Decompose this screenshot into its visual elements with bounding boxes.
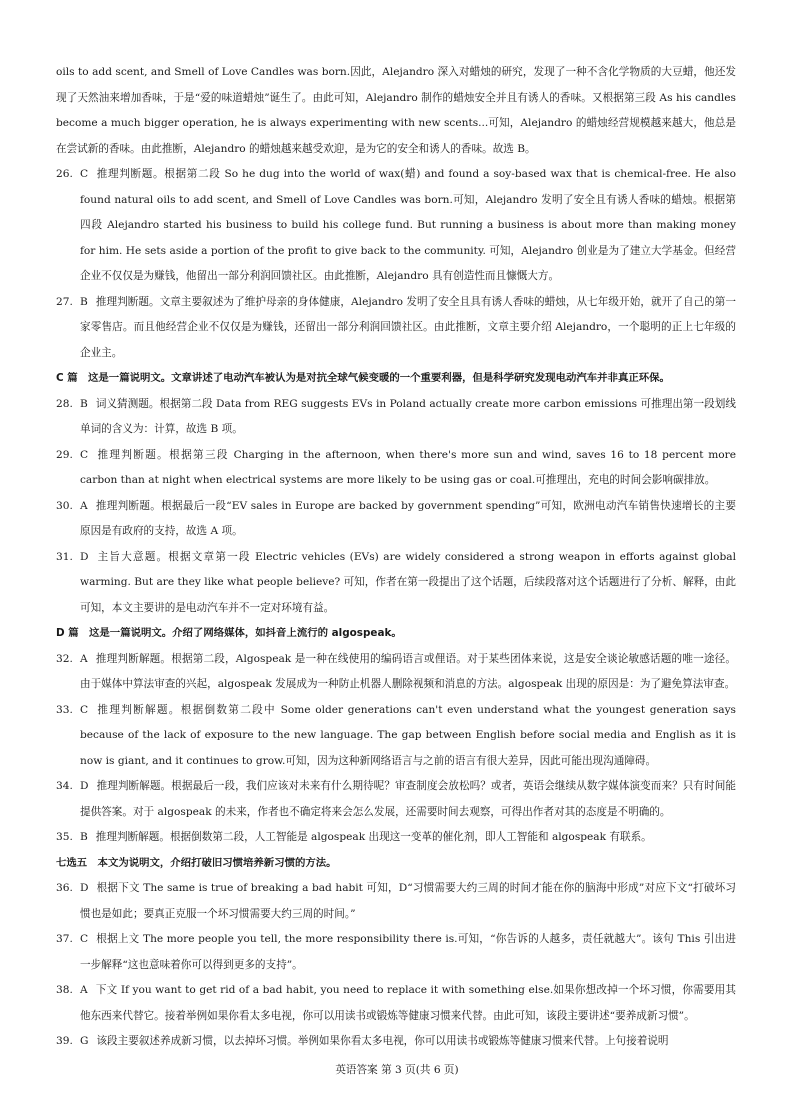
answer-body [80, 443, 736, 494]
answer-body [80, 290, 736, 367]
explanation-text: 推理判断题。根据第二段 So he dug into the world of wax(蜡) and found a soy-based wax that is chemical-free. He also found natural oils to add scent, and Smell of Love Candles was born.可知，Alejandro 发明了安全且有诱人香味的蜡烛。根据第四段 Alejandro started his business to build his college fund. But running a business is about more than making money for him. He sets aside a portion of the profit to give back to the community. 可知，Alejandro 创业是为了建立大学基金。但经营企业不仅仅是为赚钱，他留出一部分利润回馈社区。由此推断，Alejandro 具有创造性而且慷慨大方。 [80, 168, 736, 282]
answer-item [56, 290, 736, 367]
section-heading: 七选五 本文为说明文，介绍打破旧习惯培养新习惯的方法。 [56, 856, 337, 869]
explanation-text: 推理判断题。根据最后一段“EV sales in Europe are backed by government spending”可知，欧洲电动汽车销售快速增长的主要原因是有政府的支持，故选 A 项。 [80, 499, 736, 537]
answer-item [56, 825, 736, 851]
explanation-text: 推理判断题。根据第三段 Charging in the afternoon, when there's more sun and wind, saves 16 to 18 percent more carbon than at night when electrical systems are more likely to be using gas or coal.可推理出，充电的时间会影响碳排放。 [80, 448, 736, 486]
answer-letter: D [80, 780, 89, 792]
explanation-text: 推理判断题。文章主要叙述为了维护母亲的身体健康，Alejandro 发明了安全且具有诱人香味的蜡烛，从七年级开始，就开了自己的第一家零售店。而且他经营企业不仅仅是为赚钱，还留出一部分利润回馈社区。由此推断，文章主要介绍 Alejandro，一个聪明的正上七年级的企业主。 [80, 295, 736, 359]
explanation-text: 该段主要叙述养成新习惯，以去掉坏习惯。举例如果你看太多电视，你可以用读书或锻炼等健康习惯来代替。上句接着说明 [96, 1035, 669, 1047]
answer-body [80, 825, 736, 851]
section-heading: D 篇 这是一篇说明文。介绍了网络媒体，如抖音上流行的 algospeak。 [56, 627, 402, 639]
explanation-text: 推理判断解题。根据倒数第二段，人工智能是 algospeak 出现这一变革的催化剂，即人工智能和 algospeak 有联系。 [95, 831, 652, 843]
answer-body [80, 876, 736, 927]
answer-letter: A [80, 499, 88, 512]
answer-letter: C [80, 448, 89, 461]
explanation-text: 根据下文 The same is true of breaking a bad habit 可知，D“习惯需要大约三周的时间才能在你的脑海中形成”对应下文“打破坏习惯也是如此；要真正克服一个坏习惯需要大约三周的时间。” [80, 882, 736, 920]
explanation-text: 根据上文 The more people you tell, the more responsibility there is.可知，“你告诉的人越多，责任就越大”。该句 This 引出进一步解释“这也意味着你可以得到更多的支持”。 [80, 933, 736, 971]
question-number: 28. [56, 397, 73, 410]
answer-item [56, 494, 736, 545]
question-number: 27. [56, 295, 73, 308]
question-number: 34. [56, 780, 73, 792]
question-number: 35. [56, 831, 73, 843]
question-number: 29. [56, 448, 73, 461]
answer-letter: B [80, 831, 88, 843]
question-number: 37. [56, 933, 73, 945]
page-footer: 英语答案 第 3 页(共 6 页) [335, 1064, 459, 1076]
section-heading: C 篇 这是一篇说明文。文章讲述了电动汽车被认为是对抗全球气候变暖的一个重要利器，但是科学研究发现电动汽车并非真正环保。 [56, 372, 670, 384]
question-number: 33. [56, 703, 73, 716]
answer-letter: B [80, 295, 88, 308]
answer-body [80, 392, 736, 443]
explanation-text: 词义猜测题。根据第二段 Data from REG suggests EVs in Poland actually create more carbon emissions 可推理出第一段划线单词的含义为：计算，故选 B 项。 [80, 397, 736, 435]
answer-body [80, 494, 736, 545]
answer-body [80, 162, 736, 290]
answer-letter: C [80, 703, 89, 716]
continuation-paragraph: oils to add scent, and Smell of Love Candles was born.因此，Alejandro 深入对蜡烛的研究，发现了一种不含化学物质的大豆蜡，他还发现了天然油来增加香味，于是“爱的味道蜡烛”诞生了。由此可知，Alejandro 制作的蜡烛安全并且有诱人的香味。又根据第三段 As his candles become a much bigger operation, he is always experimenting with new scents...可知，Alejandro 的蜡烛经营规模越来越大，他总是在尝试新的香味。由此推断，Alejandro 的蜡烛越来越受欢迎，是为它的安全和诱人的香味。故选 B。 [56, 66, 736, 155]
answer-item [56, 698, 736, 775]
explanation-text: 下文 If you want to get rid of a bad habit, you need to replace it with something else.如果你想改掉一个坏习惯，你需要用其他东西来代替它。接着举例如果你看太多电视，你可以用读书或锻炼等健康习惯来代替。由此可知，该段主要讲述“要养成新习惯”。 [80, 984, 736, 1022]
question-number: 38. [56, 984, 73, 996]
answer-body [80, 545, 736, 622]
answer-item [56, 647, 736, 698]
answer-item [56, 1029, 736, 1055]
question-number: 36. [56, 882, 73, 894]
answer-body [80, 927, 736, 978]
answer-letter: D [80, 882, 89, 894]
answer-item [56, 978, 736, 1029]
answer-body [80, 978, 736, 1029]
answer-item [56, 876, 736, 927]
answer-item [56, 392, 736, 443]
answer-letter: C [80, 933, 89, 945]
question-number: 31. [56, 550, 73, 563]
question-number: 32. [56, 652, 73, 665]
answer-body [80, 647, 736, 698]
explanation-text: 推理判断解题。根据倒数第二段中 Some older generations can't even understand what the youngest generation says because of the lack of exposure to the new language. The gap between English before social media and English as it is now is giant, and it continues to grow.可知，因为这种新网络语言与之前的语言有很大差异，因此可能出现沟通障碍。 [80, 703, 736, 767]
answer-item [56, 545, 736, 622]
answer-letter: C [80, 168, 89, 180]
answer-item [56, 774, 736, 825]
explanation-text: 主旨大意题。根据文章第一段 Electric vehicles (EVs) are widely considered a strong weapon in efforts against global warming. But are they like what people believe? 可知，作者在第一段提出了这个话题，后续段落对这个话题进行了分析、解释，由此可知，本文主要讲的是电动汽车并不一定对环境有益。 [80, 550, 736, 614]
answer-item [56, 162, 736, 290]
question-number: 30. [56, 499, 73, 512]
answer-letter: A [80, 652, 88, 665]
answer-item [56, 927, 736, 978]
answer-letter: A [80, 984, 88, 996]
answer-body [80, 698, 736, 775]
answer-body [80, 1029, 736, 1055]
question-number: 39. [56, 1035, 73, 1047]
answer-letter: G [80, 1035, 89, 1047]
sections-container [56, 162, 736, 1055]
explanation-text: 推理判断解题。根据第二段，Algospeak 是一种在线使用的编码语言或俚语。对于某些团体来说，这是安全谈论敏感话题的唯一途径。由于媒体中算法审查的兴起，algospeak 发展成为一种防止机器人删除视频和消息的方法。algospeak 出现的原因是：为了避免算法审查。 [80, 652, 736, 690]
answer-body [80, 774, 736, 825]
answer-document [56, 60, 736, 1055]
answer-letter: B [80, 397, 88, 410]
explanation-text: 推理判断解题。根据最后一段，我们应该对未来有什么期待呢？审查制度会放松吗？或者，英语会继续从数字媒体演变而来？只有时间能提供答案。对于 algospeak 的未来，作者也不确定将来会怎么发展，还需要时间去观察，可得出作者对其的态度是不明确的。 [80, 780, 736, 818]
answer-item [56, 443, 736, 494]
question-number: 26. [56, 168, 73, 180]
answer-letter: D [80, 550, 89, 563]
